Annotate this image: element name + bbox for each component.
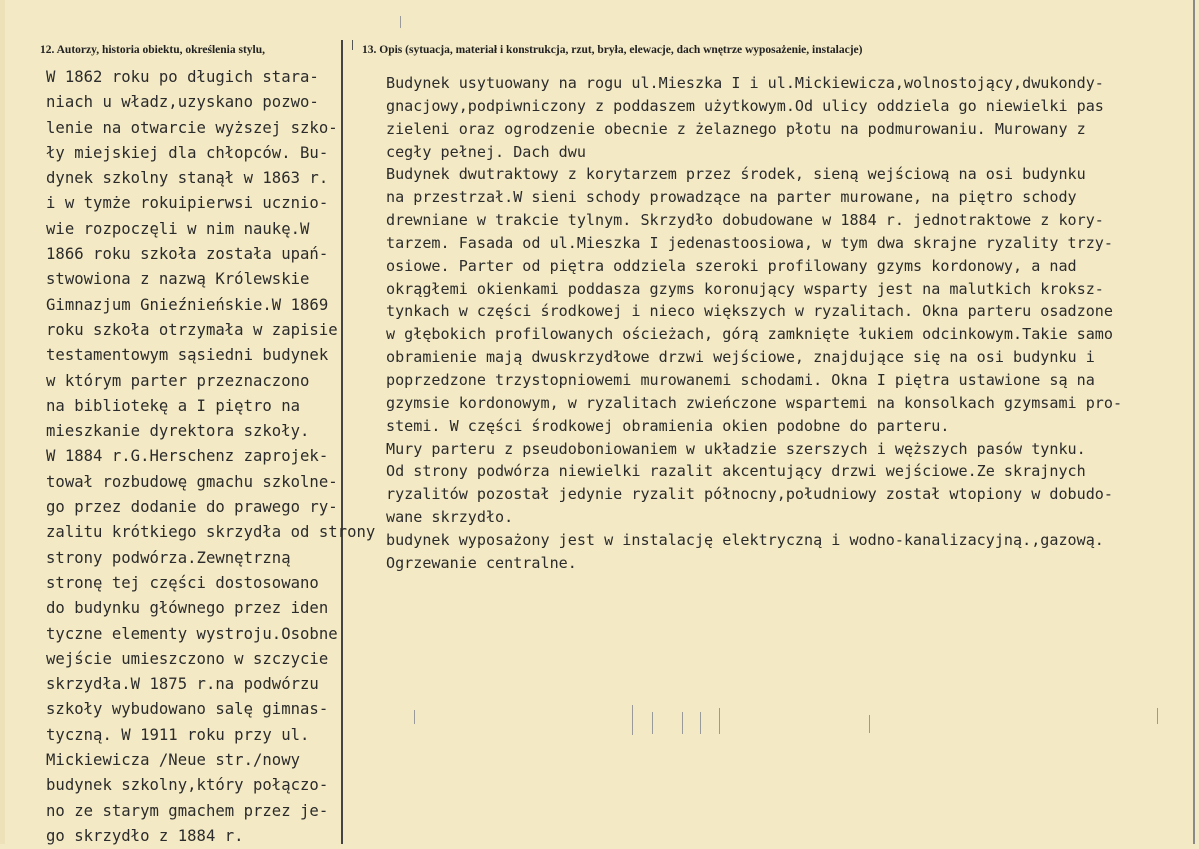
history-line: testamentowym sąsiedni budynek [46, 346, 329, 365]
right-border-line [1193, 0, 1195, 844]
typewriter-mark [700, 712, 701, 734]
description-line: gzymsie kordonowym, w ryzalitach zwieńczone wspartemi na konsolkach gzymsami pro- [386, 393, 1123, 412]
description-line: w głębokich profilowanych ościeżach, górą zamknięte łukiem odcinkowym.Takie samo [386, 325, 1113, 344]
history-line: stronę tej części dostosowano [46, 573, 319, 592]
description-line: tynkach w części środkowej i nieco większych w ryzalitach. Okna parteru osadzone [386, 302, 1113, 321]
history-line: i w tymże rokuipierwsi ucznio- [46, 194, 329, 213]
description-line: drewniane w trakcie tylnym. Skrzydło dobudowane w 1884 r. jednotraktowe z kory- [386, 211, 1104, 230]
typewriter-mark [682, 712, 683, 734]
description-line: osiowe. Parter od piętra oddziela szeroki profilowany gzyms kordonowy, a nad [386, 256, 1077, 275]
history-line: szkoły wybudowano salę gimnas- [46, 700, 329, 719]
column-divider-tick [352, 40, 353, 50]
history-line: no ze starym gmachem przez je- [46, 801, 329, 820]
history-line: go skrzydło z 1884 r. [46, 826, 244, 845]
description-line: obramienie mają dwuskrzydłowe drzwi wejściowe, znajdujące się na osi budynku i [386, 348, 1095, 367]
typewriter-mark [1157, 708, 1158, 724]
history-text-column [46, 65, 375, 849]
history-line: niach u władz,uzyskano pozwo- [46, 93, 319, 112]
description-line: budynek wyposażony jest w instalację elektryczną i wodno-kanalizacyjną.,gazową. [386, 530, 1104, 549]
typewriter-mark [632, 705, 633, 735]
description-line: Mury parteru z pseudoboniowaniem w układzie szerszych i węższych pasów tynku. [386, 439, 1086, 458]
description-line: stemi. W części środkowej obramienia okien podobne do parteru. [386, 416, 950, 435]
left-edge [0, 0, 5, 844]
typewriter-mark [652, 712, 653, 734]
description-line: Budynek usytuowany na rogu ul.Mieszka I i ul.Mickiewicza,wolnostojący,dwukondy- [386, 74, 1104, 92]
typewriter-mark [400, 16, 401, 28]
history-line: tował rozbudowę gmachu szkolne- [46, 472, 338, 491]
history-line: W 1884 r.G.Herschenz zaprojek- [46, 447, 329, 466]
typewriter-mark [414, 710, 415, 724]
history-line: mieszkanie dyrektora szkoły. [46, 422, 310, 441]
description-line: Ogrzewanie centralne. [386, 553, 577, 572]
history-line: do budynku głównego przez iden [46, 599, 329, 618]
left-section-header: 12. Autorzy, historia obiektu, określenia stylu, [40, 44, 266, 56]
history-line: wie rozpoczęli w nim naukę.W [46, 219, 310, 238]
history-line: stwowiona z nazwą Królewskie [46, 270, 310, 289]
description-line: gnacjowy,podpiwniczony z poddaszem użytkowym.Od ulicy oddziela go niewielki pas [386, 96, 1104, 115]
description-line: Budynek dwutraktowy z korytarzem przez środek, sieną wejściową na osi budynku [386, 165, 1086, 184]
history-line: strony podwórza.Zewnętrzną [46, 548, 291, 567]
history-line: roku szkoła otrzymała w zapisie [46, 320, 338, 339]
history-line: zalitu krótkiego skrzydła od strony [46, 523, 376, 542]
history-line: Mickiewicza /Neue str./nowy [46, 751, 301, 770]
history-line: w którym parter przeznaczono [46, 371, 310, 390]
history-line: na bibliotekę a I piętro na [46, 396, 301, 415]
history-line: wejście umieszczono w szczycie [46, 649, 329, 668]
history-line: W 1862 roku po długich stara- [46, 68, 319, 86]
description-line: okrągłemi okienkami poddasza gzyms koronujący wsparty jest na malutkich kroksz- [386, 279, 1104, 298]
description-line: tarzem. Fasada od ul.Mieszka I jedenastoosiowa, w tym dwa skrajne ryzality trzy- [386, 233, 1113, 252]
history-line: skrzydła.W 1875 r.na podwórzu [46, 675, 319, 694]
typewriter-mark [719, 708, 720, 734]
history-line: go przez dodanie do prawego ry- [46, 498, 338, 517]
history-line: tyczną. W 1911 roku przy ul. [46, 725, 310, 744]
description-line: ryzalitów pozostał jedynie ryzalit północny,południowy został wtopiony w dobudo- [386, 485, 1113, 504]
description-line: na przestrzał.W sieni schody prowadzące na parter murowane, na piętro schody [386, 188, 1077, 207]
description-line: poprzedzone trzystopniowemi murowanemi schodami. Okna I piętra ustawione są na [386, 370, 1095, 389]
description-line: cegły pełnej. Dach dwu [386, 142, 586, 161]
description-line: wane skrzydło. [386, 508, 514, 527]
description-line: Od strony podwórza niewielki razalit akcentujący drzwi wejściowe.Ze skrajnych [386, 462, 1086, 481]
typewriter-mark [869, 715, 870, 733]
description-text-column [386, 72, 1122, 575]
history-line: Gimnazjum Gnieźnieńskie.W 1869 [46, 295, 329, 314]
right-section-header: 13. Opis (sytuacja, materiał i konstrukcja, rzut, bryła, elewacje, dach wnętrze wyposażenie, instalacje) [362, 44, 863, 56]
history-line: dynek szkolny stanął w 1863 r. [46, 169, 329, 188]
history-line: 1866 roku szkoła została upań- [46, 245, 329, 264]
history-line: ły miejskiej dla chłopców. Bu- [46, 143, 329, 162]
history-line: lenie na otwarcie wyższej szko- [46, 118, 338, 137]
history-line: tyczne elementy wystroju.Osobne [46, 624, 338, 643]
description-line: zieleni oraz ogrodzenie obecnie z żelaznego płotu na podmurowaniu. Murowany z [386, 119, 1086, 138]
history-line: budynek szkolny,który połączo- [46, 776, 329, 795]
